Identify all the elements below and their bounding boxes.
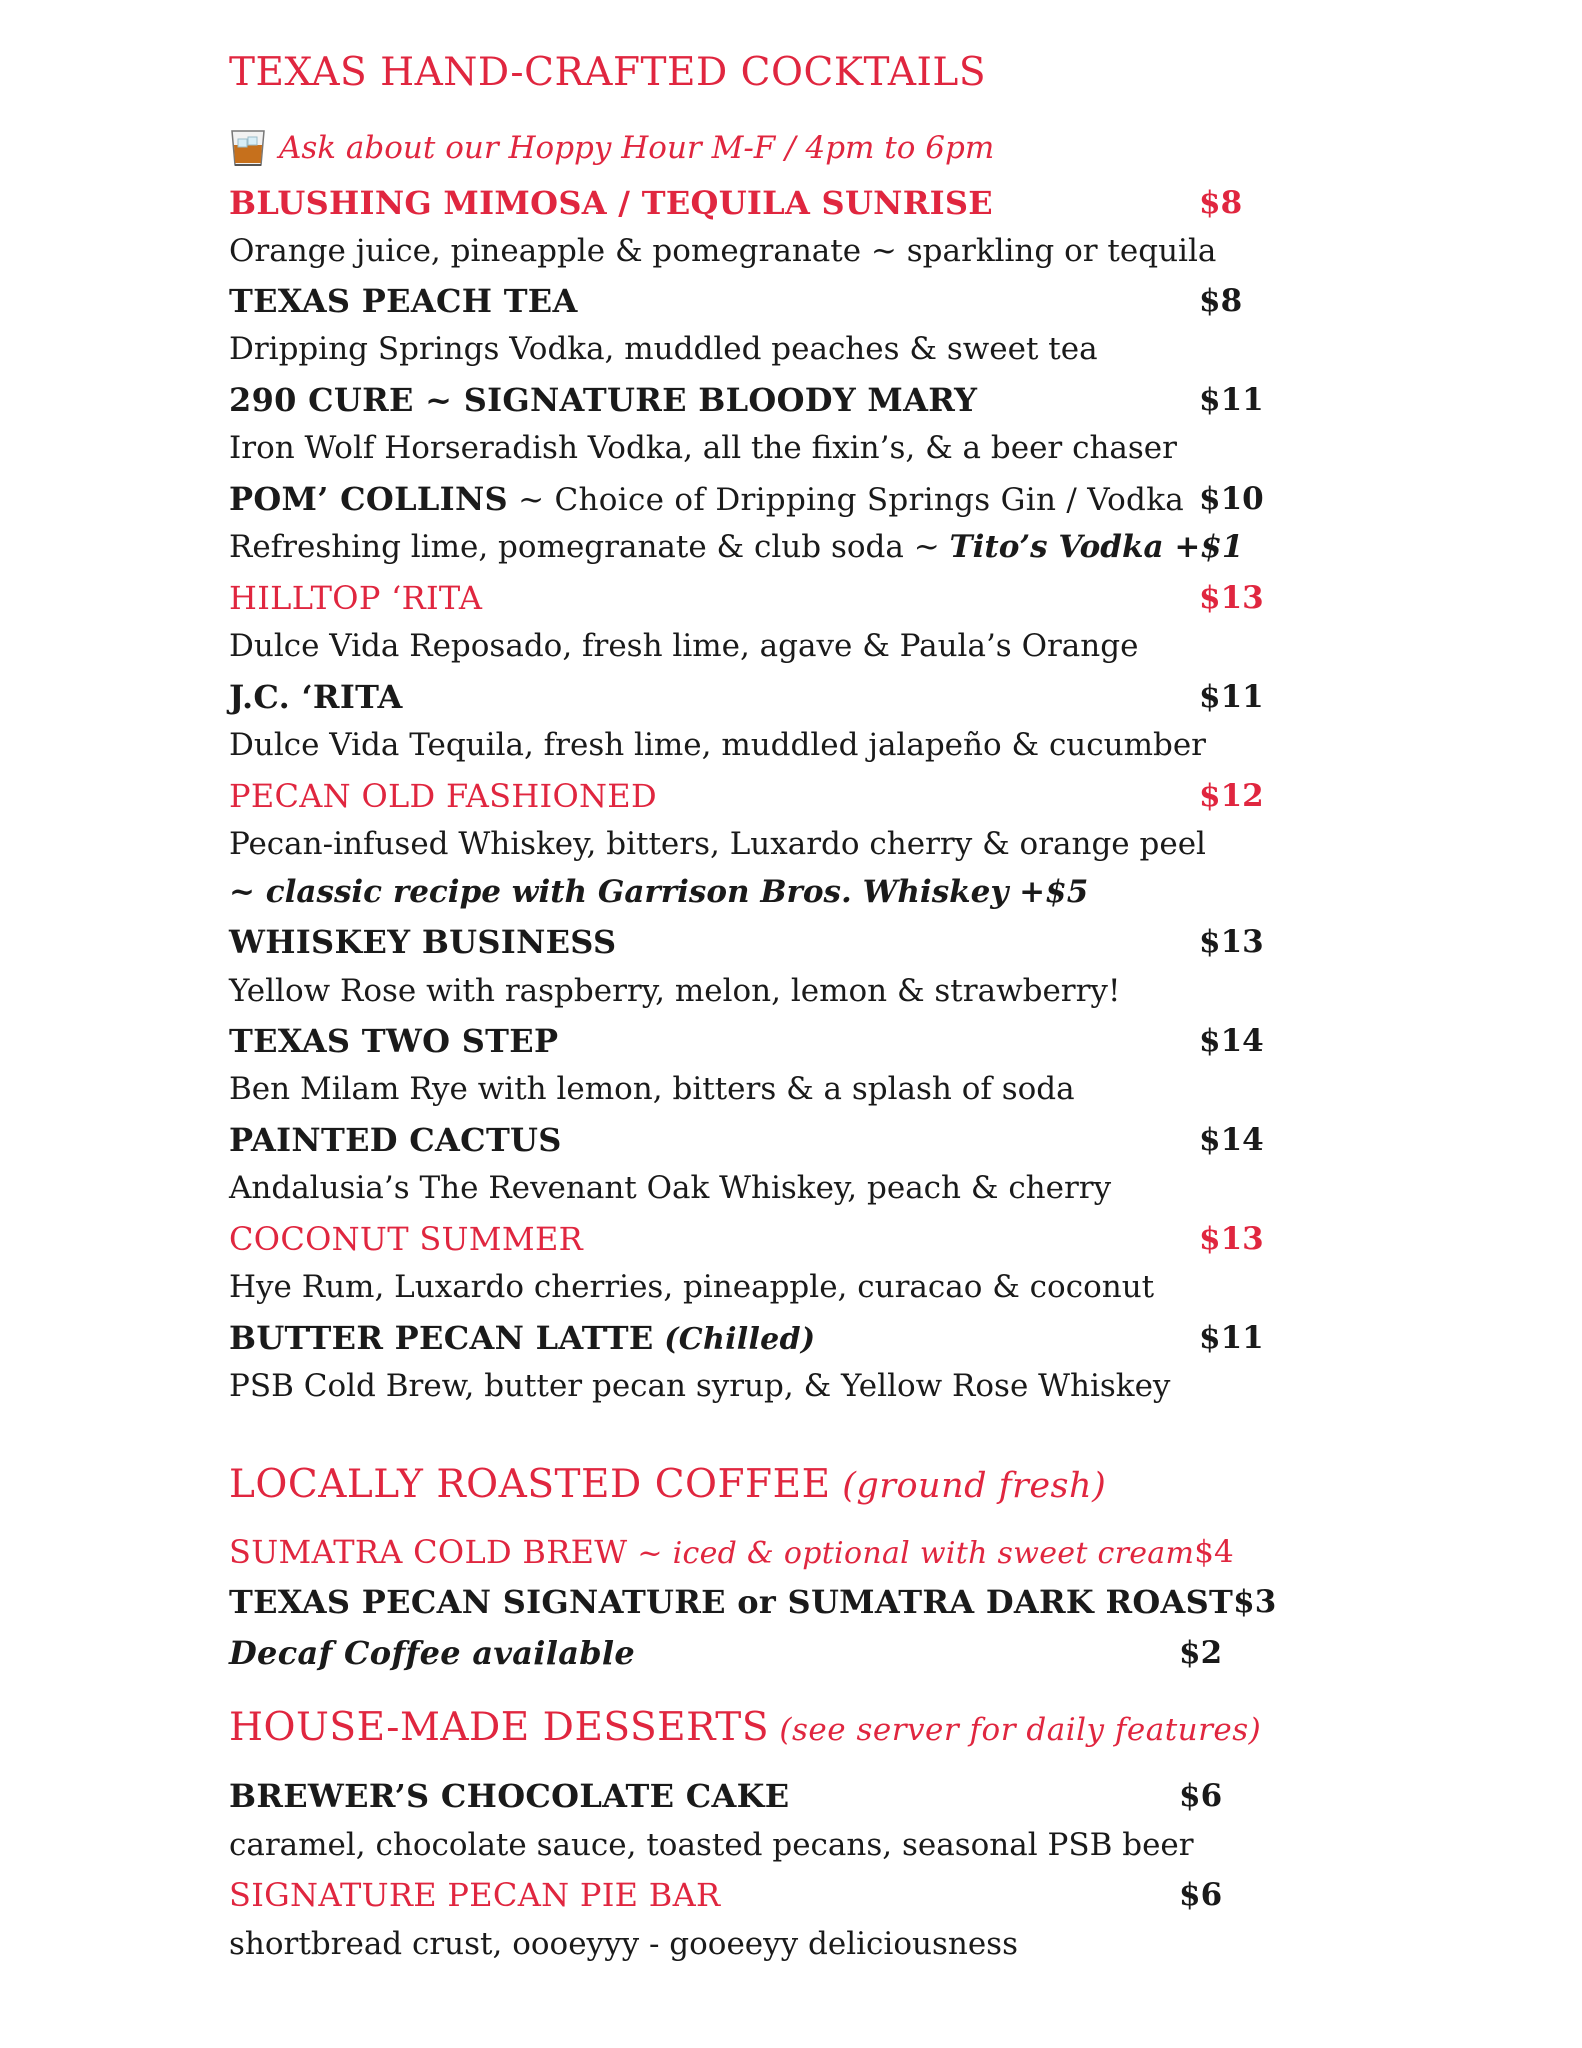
- item-price: $11: [1199, 1320, 1264, 1356]
- item-price: $2: [1179, 1635, 1223, 1671]
- item-name: POM’ COLLINS ~ Choice of Dripping Springs Gin / Vodka: [229, 480, 1185, 518]
- menu-item: [229, 1316, 1264, 1360]
- hoppy-hour-note: [229, 126, 994, 170]
- item-description: Pecan-infused Whiskey, bitters, Luxardo cherry & orange peel: [229, 826, 1206, 862]
- menu-item: [229, 1774, 1239, 1818]
- item-note: ~ iced & optional with sweet cream: [627, 1536, 1195, 1571]
- menu-item: [229, 181, 1259, 225]
- item-price: $3: [1233, 1584, 1277, 1620]
- coffee-section-title: LOCALLY ROASTED COFFEE (ground fresh): [229, 1462, 1107, 1507]
- item-name: SUMATRA COLD BREW ~ iced & optional with sweet cream: [229, 1533, 1195, 1571]
- item-upgrade-note: ~ classic recipe with Garrison Bros. Whiskey +$5: [229, 874, 1089, 910]
- item-name: PECAN OLD FASHIONED: [229, 777, 657, 815]
- item-price: $8: [1199, 283, 1243, 319]
- menu-item: [229, 1217, 1264, 1261]
- item-price: $11: [1199, 679, 1264, 715]
- item-upgrade-note: Tito’s Vodka +$1: [949, 529, 1244, 565]
- item-price: $13: [1199, 580, 1264, 616]
- item-name: SIGNATURE PECAN PIE BAR: [229, 1876, 721, 1914]
- item-description: Yellow Rose with raspberry, melon, lemon & strawberry!: [229, 973, 1121, 1009]
- item-description: shortbread crust, oooeyyy - gooeeyy deliciousness: [229, 1926, 1018, 1962]
- item-name: BREWER’S CHOCOLATE CAKE: [229, 1777, 790, 1815]
- menu-item: [229, 477, 1264, 521]
- item-name: TEXAS PEACH TEA: [229, 282, 578, 320]
- item-name: BLUSHING MIMOSA / TEQUILA SUNRISE: [229, 184, 993, 222]
- menu-item: [229, 920, 1264, 964]
- whiskey-glass-icon: [229, 128, 267, 168]
- menu-item: [229, 1019, 1264, 1063]
- item-name: HILLTOP ‘RITA: [229, 579, 483, 617]
- item-price: $4: [1194, 1534, 1234, 1570]
- item-name: COCONUT SUMMER: [229, 1220, 583, 1258]
- menu-item: [229, 1873, 1239, 1917]
- menu-item: [229, 378, 1264, 422]
- item-note: (Chilled): [653, 1322, 816, 1357]
- item-name: BUTTER PECAN LATTE (Chilled): [229, 1319, 816, 1357]
- menu-item: [229, 1580, 1277, 1624]
- desserts-section-subtitle: (see server for daily features): [769, 1712, 1262, 1748]
- item-name: TEXAS TWO STEP: [229, 1022, 559, 1060]
- item-price: $13: [1199, 924, 1264, 960]
- item-name: TEXAS PECAN SIGNATURE or SUMATRA DARK ROAST: [229, 1583, 1234, 1621]
- menu-item: [229, 1631, 1239, 1675]
- menu-item: [229, 675, 1264, 719]
- hoppy-hour-text: Ask about our Hoppy Hour M-F / 4pm to 6pm: [279, 130, 995, 166]
- item-description: Orange juice, pineapple & pomegranate ~ sparkling or tequila: [229, 233, 1217, 269]
- item-price: $10: [1199, 481, 1264, 517]
- menu-item: [229, 1118, 1264, 1162]
- item-price: $6: [1179, 1877, 1223, 1913]
- menu-item: [229, 1530, 1239, 1574]
- coffee-section-subtitle: (ground fresh): [830, 1466, 1107, 1506]
- item-description: caramel, chocolate sauce, toasted pecans, seasonal PSB beer: [229, 1827, 1194, 1863]
- item-description: Hye Rum, Luxardo cherries, pineapple, curacao & coconut: [229, 1269, 1155, 1305]
- item-name: J.C. ‘RITA: [229, 678, 403, 716]
- item-price: $8: [1199, 185, 1243, 221]
- menu-item: [229, 279, 1259, 323]
- item-name: WHISKEY BUSINESS: [229, 923, 617, 961]
- item-price: $14: [1199, 1122, 1264, 1158]
- item-name: PAINTED CACTUS: [229, 1121, 562, 1159]
- item-description: Dulce Vida Tequila, fresh lime, muddled jalapeño & cucumber: [229, 727, 1206, 763]
- item-price: $13: [1199, 1221, 1264, 1257]
- item-price: $12: [1199, 778, 1264, 814]
- item-name: 290 CURE ~ SIGNATURE BLOODY MARY: [229, 381, 978, 419]
- item-description: Ben Milam Rye with lemon, bitters & a splash of soda: [229, 1071, 1075, 1107]
- item-price: $14: [1199, 1023, 1264, 1059]
- menu-item: [229, 576, 1264, 620]
- item-description: Refreshing lime, pomegranate & club soda ~ Tito’s Vodka +$1: [229, 529, 1244, 565]
- item-description: Iron Wolf Horseradish Vodka, all the fixin’s, & a beer chaser: [229, 430, 1177, 466]
- item-description: Dripping Springs Vodka, muddled peaches & sweet tea: [229, 331, 1098, 367]
- item-name: Decaf Coffee available: [229, 1634, 636, 1672]
- desserts-section-title: HOUSE-MADE DESSERTS (see server for daily features): [229, 1705, 1262, 1750]
- menu-item: [229, 774, 1264, 818]
- item-description: Dulce Vida Reposado, fresh lime, agave & Paula’s Orange: [229, 628, 1139, 664]
- item-price: $11: [1199, 382, 1264, 418]
- item-note: ~ Choice of Dripping Springs Gin / Vodka: [507, 482, 1185, 518]
- item-description: PSB Cold Brew, butter pecan syrup, & Yellow Rose Whiskey: [229, 1368, 1171, 1404]
- item-price: $6: [1179, 1778, 1223, 1814]
- menu-page: [229, 0, 1329, 2048]
- item-description: Andalusia’s The Revenant Oak Whiskey, peach & cherry: [229, 1170, 1112, 1206]
- cocktails-section-title: TEXAS HAND-CRAFTED COCKTAILS: [229, 50, 987, 95]
